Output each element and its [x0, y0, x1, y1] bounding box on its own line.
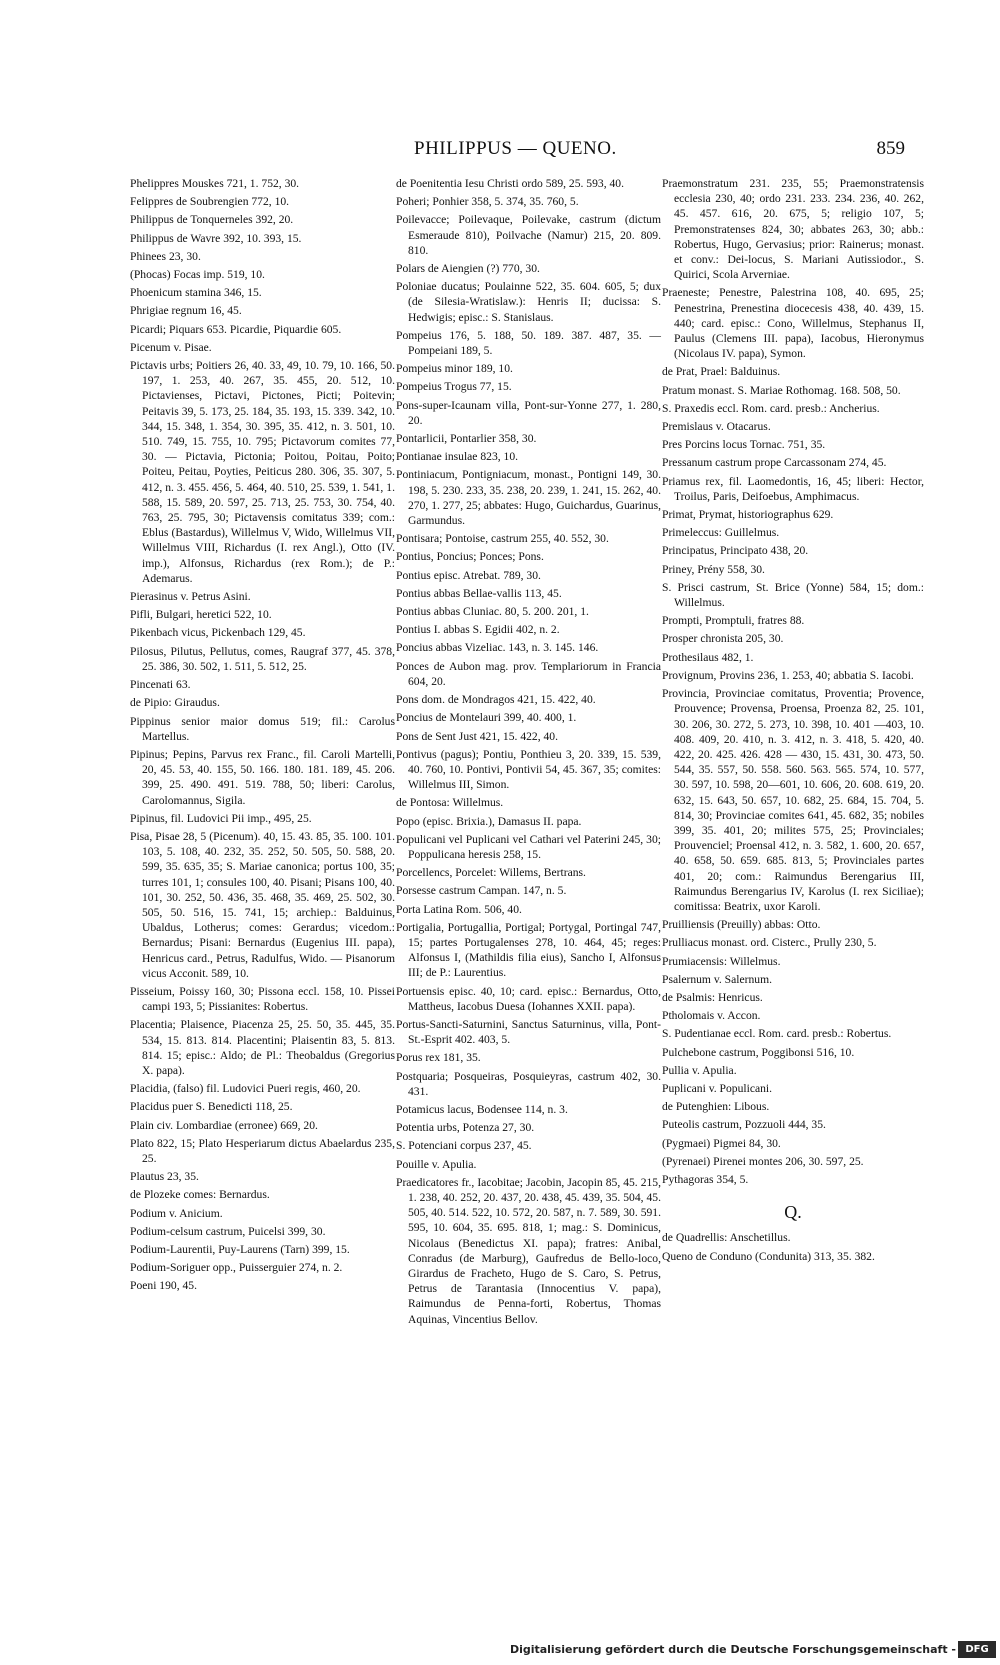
- index-entry: Puplicani v. Populicani.: [662, 1081, 773, 1095]
- index-entry: Pons-super-Icaunam villa, Pont-sur-Yonne 277, 1. 280, 20.: [396, 398, 661, 427]
- index-entry: de Prat, Prael: Balduinus.: [662, 365, 781, 379]
- index-entry: Placidia, (falso) fil. Ludovici Pueri regis, 460, 20.: [130, 1082, 361, 1096]
- index-entry: Pontius abbas Cluniac. 80, 5. 200. 201, 1.: [396, 605, 589, 619]
- index-entry: Pincenati 63.: [130, 678, 191, 692]
- index-column-1: [130, 176, 395, 1297]
- index-entry: Prosper chronista 205, 30.: [662, 632, 784, 646]
- index-entry: Pontisara; Pontoise, castrum 255, 40. 552, 30.: [396, 532, 609, 546]
- index-entry: Pressanum castrum prope Carcassonam 274, 45.: [662, 456, 887, 470]
- index-entry: de Plozeke comes: Bernardus.: [130, 1188, 270, 1202]
- index-entry: S. Prisci castrum, St. Brice (Yonne) 584, 15; dom.: Willelmus.: [662, 580, 924, 610]
- page-number: 859: [876, 138, 905, 159]
- index-entry: Poilevacce; Poilevaque, Poilevake, castrum (dictum Esmeraude 810), Poilvache (Namur) 215, 20. 809. 810.: [396, 213, 661, 257]
- index-entry: Primat, Prymat, historiographus 629.: [662, 508, 834, 522]
- index-entry: Felippres de Soubrengien 772, 10.: [130, 195, 290, 209]
- index-entry: Pipinus, fil. Ludovici Pii imp., 495, 25.: [130, 811, 312, 825]
- index-entry: Phelippres Mouskes 721, 1. 752, 30.: [130, 177, 300, 190]
- index-entry: Pipinus; Pepins, Parvus rex Franc., fil. Caroli Martelli, 20, 45. 53, 40. 155, 50. 166. 180. 181. 189, 45. 206. 399, 25. 490. 491. 519. 788, 50; liberi: Carolus, Carolomannus, Sigila.: [130, 747, 395, 807]
- index-entry: Phinees 23, 30.: [130, 249, 201, 263]
- index-entry: (Pyrenaei) Pirenei montes 206, 30. 597, 25.: [662, 1154, 864, 1168]
- index-entry: Poloniae ducatus; Poulainne 522, 35. 604. 605, 5; dux (de Silesia-Wratislaw.): Henris II; ducissa: S. Hedwigis; episc.: S. Stanislaus.: [396, 280, 661, 324]
- index-entry: Portigalia, Portugallia, Portigal; Portygal, Portingal 747, 15; partes Portugalenses 278, 10. 464, 45; reges: Alfonsus I, (Mathildis filia eius), Sancho I, Alfonsus III; de P.: Laurentius.: [396, 920, 661, 980]
- index-entry: Pompeius Trogus 77, 15.: [396, 380, 512, 394]
- digitization-credit: Digitalisierung gefördert durch die Deutsche Forschungsgemeinschaft -: [509, 1643, 956, 1656]
- index-entry: Potentia urbs, Potenza 27, 30.: [396, 1121, 535, 1135]
- index-entry: de Pontosa: Willelmus.: [396, 796, 504, 810]
- index-entry: Philippus de Wavre 392, 10. 393, 15.: [130, 231, 302, 245]
- index-entry: S. Potenciani corpus 237, 45.: [396, 1139, 532, 1153]
- index-entry: Pullia v. Apulia.: [662, 1063, 737, 1077]
- index-entry: de Putenghien: Libous.: [662, 1100, 770, 1114]
- index-entry: Pilosus, Pilutus, Pellutus, comes, Raugraf 377, 45. 378, 25. 386, 30. 502, 1. 511, 5. 512, 25.: [130, 644, 395, 673]
- index-entry: Primeleccus: Guillelmus.: [662, 526, 780, 540]
- index-entry: Philippus de Tonquerneles 392, 20.: [130, 213, 294, 227]
- index-entry: de Pipio: Giraudus.: [130, 696, 220, 710]
- index-entry: Pons de Sent Just 421, 15. 422, 40.: [396, 729, 559, 743]
- index-entry: Puteolis castrum, Pozzuoli 444, 35.: [662, 1118, 826, 1132]
- index-entry: Praeneste; Penestre, Palestrina 108, 40. 695, 25; Penestrina, Prenestina diocecesis 438, 40. 439, 15. 440; card. episc.: Cono, Willelmus, Stephanus II, Paulus (Clemens III. papa), Iacobus, Hieronymus (Nicolaus IV. papa), Symon.: [662, 286, 924, 361]
- index-entry: Pontius episc. Atrebat. 789, 30.: [396, 568, 541, 582]
- index-entry: Placidus puer S. Benedicti 118, 25.: [130, 1100, 293, 1114]
- index-entry: Pontivus (pagus); Pontiu, Ponthieu 3, 20. 339, 15. 539, 40. 760, 10. Pontivi, Pontivii 54, 45. 367, 35; comites: Willelmus III, Simon.: [396, 747, 661, 792]
- index-entry: Pontius, Poncius; Ponces; Pons.: [396, 550, 544, 564]
- index-entry: Prompti, Promptuli, fratres 88.: [662, 614, 805, 628]
- index-entry: Provignum, Provins 236, 1. 253, 40; abbatia S. Iacobi.: [662, 668, 914, 682]
- index-entry: Podium-Laurentii, Puy-Laurens (Tarn) 399, 15.: [130, 1243, 350, 1256]
- footer: [0, 1641, 1000, 1661]
- index-entry: Placentia; Plaisence, Piacenza 25, 25. 50, 35. 445, 35. 534, 15. 813. 814. Placentini; Plaisentin 83, 5. 813. 814. 15; episc.: Aldo; de Pl.: Theobaldus (Gregorius X. papa).: [130, 1018, 395, 1077]
- index-entry: Praemonstratum 231. 235, 55; Praemonstratensis ecclesia 230, 40; ordo 231. 233. 234. 236, 40. 262, 45. 457. 616, 20. 675, 5; religio 107, 5; Premonstratenses 824, 30; abbates 263, 30; abb.: Robertus, Hugo, Gervasius; prior: Rainerus; monast. et conv.: Dei-locus, S. Mariani Autissiodor., S. Quirici, Scola Arverniae.: [662, 177, 924, 282]
- index-entry: Prumiacensis: Willelmus.: [662, 954, 781, 968]
- index-entry: de Quadrellis: Anschetillus.: [662, 1231, 791, 1245]
- index-entry: Queno de Conduno (Condunita) 313, 35. 382.: [662, 1249, 875, 1263]
- index-entry: Pouille v. Apulia.: [396, 1157, 477, 1171]
- index-entry: Pompeius minor 189, 10.: [396, 362, 513, 376]
- index-entry: Pythagoras 354, 5.: [662, 1172, 749, 1186]
- index-column-2: [396, 176, 661, 1330]
- index-entry: Polars de Aiengien (?) 770, 30.: [396, 262, 540, 276]
- index-entry: Porcellencs, Porcelet: Willems, Bertrans.: [396, 866, 586, 880]
- index-entry: Porus rex 181, 35.: [396, 1051, 481, 1065]
- index-entry: Provincia, Provinciae comitatus, Proventia; Provence, Prouvence; Provensa, Proensa, Proenza 82, 25. 101, 30. 206, 30. 272, 5. 273, 10. 398, 10. 401 —403, 10. 408. 409, 20. 410, n. 3. 412, n. 3. 418, 5. 420, 40. 422, 20. 425. 426. 428 — 430, 15. 431, 30. 473, 50. 544, 35. 557, 50. 558. 560. 563. 565. 574, 10. 577, 30. 597, 10. 598, 20—601, 10. 606, 20. 608. 619, 20. 632, 15. 643, 50. 657, 10. 682, 25. 684, 15. 704, 5. 814, 30; Provinciae comites 641, 45. 682, 35; nobiles 399, 35. 401, 20; milites 575, 25; Provinciales; Prouvenciel; Proensal 412, n. 3. 582, 1. 600, 20. 657, 40. 658, 50. 659. 685. 813, 5; Provinciales partes 401, 20; com.: Raimundus Berengarius III, Raimundus Berengarius IV, Karolus (I. rex Siciliae); comitissa: Beatrix, uxor Karoli.: [662, 687, 924, 913]
- index-entry: Phrigiae regnum 16, 45.: [130, 304, 242, 318]
- index-entry: Poncius abbas Vizeliac. 143, n. 3. 145. 146.: [396, 641, 599, 655]
- index-entry: Pontius I. abbas S. Egidii 402, n. 2.: [396, 623, 560, 637]
- index-entry: Pres Porcins locus Tornac. 751, 35.: [662, 438, 826, 452]
- index-entry: Picenum v. Pisae.: [130, 340, 212, 354]
- index-entry: Podium-celsum castrum, Puicelsi 399, 30.: [130, 1224, 326, 1238]
- index-column-3: [662, 176, 924, 1267]
- index-entry: Pisa, Pisae 28, 5 (Picenum). 40, 15. 43. 85, 35. 100. 101. 103, 5. 108, 40. 232, 35. 252, 50. 505, 50. 588, 20. 599, 35. 635, 35; S. Mariae canonica; portus 100, 35; turres 101, 1; consules 100, 40. Pisani; Pisans 100, 40. 101, 30. 252, 50. 436, 35. 468, 35. 469, 25. 502, 30. 505, 50. 516, 15. 741, 15; archiep.: Balduinus, Ubaldus, Lotherus; comes: Gerardus; vicedom.: Bernardus; Pisani: Bernardus (Eugenius III. papa), Henricus card., Petrus, Radulfus, Wido. — Pisanorum vicus Acconit. 589, 10.: [130, 829, 395, 980]
- index-entry: Pictavis urbs; Poitiers 26, 40. 33, 49, 10. 79, 10. 166, 50. 197, 1. 253, 40. 267, 35. 455, 20. 512, 10. Pictavienses, Pictavi, Pictones, Picti; Poitevin; Peitavis 39, 5. 173, 25. 184, 35. 193, 15. 339. 342, 10. 344, 15. 348, 1. 354, 30. 395, 35. 412, n. 3. 501, 10. 510. 749, 15. 755, 10. 795; Pictavorum comites 77, 30. — Pictavia, Pictonia; Poitou, Poitau, Poito; Poiteu, Peitau, Poyties, Peiticus 280. 306, 35. 307, 5. 412, n. 3. 455. 456, 5. 464, 40. 510, 25. 539, 1. 541, 1. 588, 15. 589, 20. 597, 25. 713, 25. 753, 30. 754, 40. 763, 25. 795, 30; Pictavensis comitatus 339; com.: Eblus (Bastardus), Willelmus V, Wido, Willelmus VII, Willelmus VIII, Richardus (I. rex Angl.), Otto (IV. imp.), Alfonsus, Richardus (rex Rom.); de P.: Ademarus.: [130, 359, 395, 585]
- index-entry: Pruilliensis (Preuilly) abbas: Otto.: [662, 918, 821, 932]
- index-entry: Psalernum v. Salernum.: [662, 972, 773, 986]
- index-entry: Prothesilaus 482, 1.: [662, 650, 754, 664]
- index-entry: Phoenicum stamina 346, 15.: [130, 286, 262, 300]
- index-entry: Ponces de Aubon mag. prov. Templariorum in Francia 604, 20.: [396, 659, 661, 688]
- index-entry: Postquaria; Posqueiras, Posquieyras, castrum 402, 30. 431.: [396, 1069, 661, 1098]
- index-entry: S. Pudentianae eccl. Rom. card. presb.: Robertus.: [662, 1027, 892, 1041]
- index-entry: Pippinus senior maior domus 519; fil.: Carolus Martellus.: [130, 714, 395, 743]
- section-heading-q: Q.: [784, 1202, 802, 1223]
- index-entry: Pierasinus v. Petrus Asini.: [130, 590, 251, 604]
- index-entry: Plautus 23, 35.: [130, 1170, 199, 1184]
- index-entry: Pontarlicii, Pontarlier 358, 30.: [396, 432, 537, 446]
- index-entry: de Psalmis: Henricus.: [662, 990, 763, 1004]
- index-entry: Plain civ. Lombardiae (erronee) 669, 20.: [130, 1118, 318, 1132]
- index-entry: Pifli, Bulgari, heretici 522, 10.: [130, 608, 272, 622]
- index-entry: Pikenbach vicus, Pickenbach 129, 45.: [130, 626, 306, 640]
- index-entry: Poncius de Montelauri 399, 40. 400, 1.: [396, 711, 577, 725]
- index-entry: Populicani vel Puplicani vel Cathari vel Paterini 245, 30; Poppulicana heresis 258, 15.: [396, 832, 661, 861]
- dfg-logo: DFG: [958, 1641, 996, 1658]
- index-entry: Pontiniacum, Pontigniacum, monast., Pontigni 149, 30. 198, 5. 230. 233, 35. 238, 20. 239, 1. 241, 15. 262, 40. 270, 1. 277, 25; abbates: Hugo, Guichardus, Guarinus, Garmundus.: [396, 468, 661, 528]
- page-header: [0, 138, 1000, 162]
- index-entry: Pisseium, Poissy 160, 30; Pissona eccl. 158, 10. Pissei campi 193, 5; Pissianites: Robertus.: [130, 984, 395, 1014]
- index-entry: Ptholomais v. Accon.: [662, 1009, 761, 1023]
- index-entry: Prulliacus monast. ord. Cisterc., Prully 230, 5.: [662, 936, 877, 950]
- index-entry: Porsesse castrum Campan. 147, n. 5.: [396, 884, 567, 898]
- section-q-entries: [662, 1230, 924, 1263]
- index-entry: Pompeius 176, 5. 188, 50. 189. 387. 487, 35. — Pompeiani 189, 5.: [396, 328, 661, 358]
- index-entry: Portus-Sancti-Saturnini, Sanctus Saturninus, villa, Pont-St.-Esprit 402. 403, 5.: [396, 1017, 661, 1047]
- index-entry: Plato 822, 15; Plato Hesperiarum dictus Abaelardus 235, 25.: [130, 1136, 395, 1165]
- index-entry: Premislaus v. Otacarus.: [662, 420, 771, 434]
- index-entry: Poeni 190, 45.: [130, 1279, 197, 1293]
- index-entry: de Poenitentia Iesu Christi ordo 589, 25. 593, 40.: [396, 177, 624, 190]
- index-entry: Pontius abbas Bellae-vallis 113, 45.: [396, 586, 562, 600]
- running-title: PHILIPPUS — QUENO.: [414, 138, 617, 159]
- index-entry: Principatus, Principato 438, 20.: [662, 544, 809, 558]
- index-entry: (Pygmaei) Pigmei 84, 30.: [662, 1136, 781, 1150]
- index-entry: Podium v. Anicium.: [130, 1206, 223, 1220]
- index-entry: Potamicus lacus, Bodensee 114, n. 3.: [396, 1102, 568, 1116]
- index-entry: Pulchebone castrum, Poggibonsi 516, 10.: [662, 1045, 855, 1059]
- index-entry: Podium-Soriguer opp., Puisserguier 274, n. 2.: [130, 1261, 343, 1275]
- index-entry: Portuensis episc. 40, 10; card. episc.: Bernardus, Otto, Mattheus, Iacobus Duesa (Iohannes XXII. papa).: [396, 984, 661, 1013]
- index-entry: Praedicatores fr., Iacobitae; Jacobin, Jacopin 85, 45. 215, 1. 238, 40. 252, 20. 437, 20. 438, 45. 439, 35. 504, 45. 505, 40. 514. 522, 10. 572, 20. 587, n. 7. 589, 30. 591. 595, 10. 604, 35. 695. 818, 1; mag.: S. Dominicus, Nicolaus (Benedictus XI. papa); fratres: Anibal, Conradus (de Marburg), Gaufredus de Bello-loco, Girardus de Fracheto, Hugo de S. Caro, S. Petrus, Petrus de Tarantasia (Innocentius V. papa), Raimundus de Penna-forti, Robertus, Thomas Aquinas, Vincentius Bellov.: [396, 1175, 661, 1326]
- column-3-entries: [662, 176, 924, 1187]
- index-entry: Porta Latina Rom. 506, 40.: [396, 902, 522, 916]
- index-entry: (Phocas) Focas imp. 519, 10.: [130, 268, 265, 282]
- index-entry: Poheri; Ponhier 358, 5. 374, 35. 760, 5.: [396, 195, 579, 209]
- index-entry: Pratum monast. S. Mariae Rothomag. 168. 508, 50.: [662, 383, 901, 397]
- index-entry: Picardi; Piquars 653. Picardie, Piquardie 605.: [130, 322, 342, 336]
- index-entry: S. Praxedis eccl. Rom. card. presb.: Ancherius.: [662, 401, 880, 415]
- index-entry: Priamus rex, fil. Laomedontis, 16, 45; liberi: Hector, Troilus, Paris, Deifoebus, Amphimacus.: [662, 474, 924, 503]
- index-entry: Pontianae insulae 823, 10.: [396, 450, 519, 464]
- index-entry: Popo (episc. Brixia.), Damasus II. papa.: [396, 814, 582, 828]
- index-entry: Pons dom. de Mondragos 421, 15. 422, 40.: [396, 693, 596, 707]
- index-entry: Priney, Prény 558, 30.: [662, 562, 765, 576]
